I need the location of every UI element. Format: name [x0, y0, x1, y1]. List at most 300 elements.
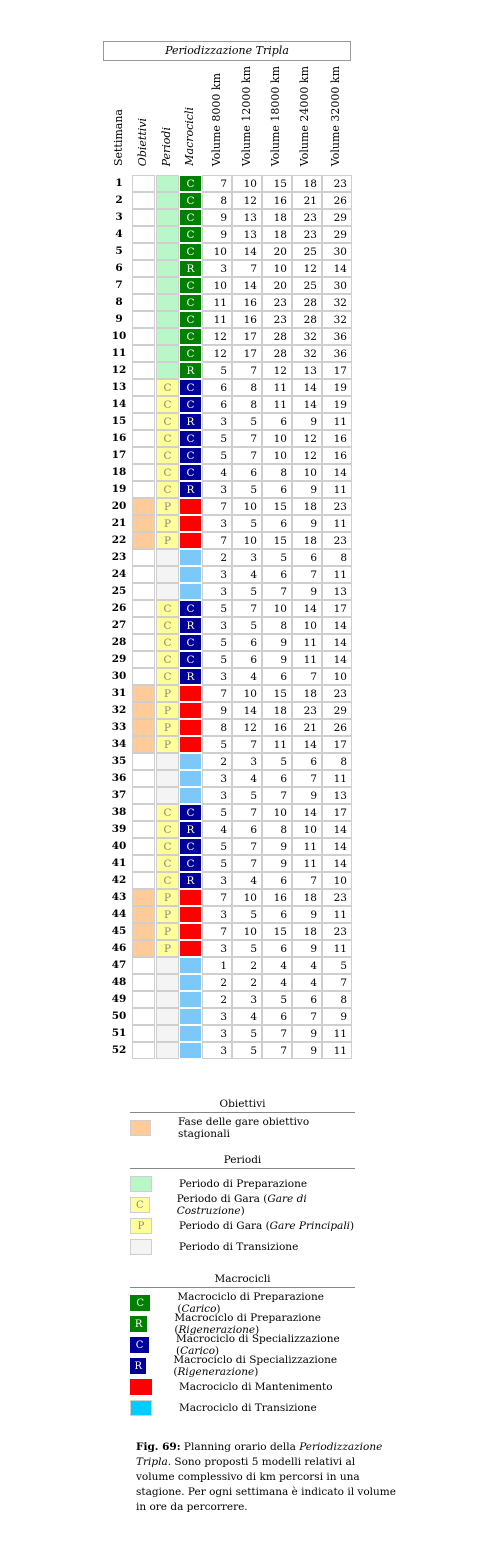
volume-cell: 3: [202, 906, 232, 923]
volume-cell: 7: [292, 770, 322, 787]
volume-cell: 3: [202, 260, 232, 277]
period-cell: [156, 549, 179, 566]
macrocycle-cell: [179, 566, 202, 583]
week-number: 16: [111, 432, 127, 444]
volume-cell: 8: [262, 821, 292, 838]
legend-label: [179, 1381, 333, 1393]
objective-cell: [132, 889, 155, 906]
volume-cell: 6: [292, 991, 322, 1008]
macrocycle-cell: [179, 736, 202, 753]
week-number: 1: [115, 177, 123, 189]
header-obiettivi: Obiettivi: [135, 117, 149, 166]
volume-cell: 28: [262, 345, 292, 362]
macrocycle-cell: [179, 498, 202, 515]
macrocycle-cell: C: [179, 855, 202, 872]
volume-cell: 3: [202, 1025, 232, 1042]
legend-text: Periodo di Transizione: [179, 1240, 299, 1253]
volume-cell: 10: [322, 872, 352, 889]
volume-cell: 5: [202, 736, 232, 753]
macrocycle-cell: R: [179, 362, 202, 379]
macrocycle-cell: [179, 583, 202, 600]
volume-cell: 7: [232, 600, 262, 617]
week-number: 22: [111, 534, 127, 546]
volume-cell: 14: [322, 651, 352, 668]
volume-cell: 13: [232, 226, 262, 243]
legend-text: Macrociclo di Preparazione (: [177, 1290, 324, 1315]
volume-cell: 25: [292, 243, 322, 260]
volume-cell: 14: [322, 838, 352, 855]
volume-cell: 11: [322, 1042, 352, 1059]
objective-cell: [132, 1025, 155, 1042]
volume-cell: 6: [262, 872, 292, 889]
week-number: 28: [111, 636, 127, 648]
volume-cell: 3: [202, 566, 232, 583]
legend-item: [130, 1355, 355, 1376]
legend-item: [130, 1194, 355, 1215]
period-cell: [156, 787, 179, 804]
volume-cell: 5: [202, 430, 232, 447]
legend-macrocicli-title: Macrocicli: [214, 1273, 271, 1285]
volume-cell: 13: [292, 362, 322, 379]
objective-cell: [132, 668, 155, 685]
period-cell: [156, 1042, 179, 1059]
macrocycle-cell: R: [179, 413, 202, 430]
volume-cell: 14: [232, 243, 262, 260]
volume-cell: 10: [262, 600, 292, 617]
objective-cell: [132, 260, 155, 277]
period-cell: [156, 192, 179, 209]
objective-cell: [132, 991, 155, 1008]
volume-cell: 36: [322, 328, 352, 345]
macrocycle-cell: [179, 770, 202, 787]
week-number: 43: [111, 891, 127, 903]
legend-obiettivi-title: Obiettivi: [219, 1098, 266, 1110]
macrocycle-cell: R: [179, 668, 202, 685]
volume-cell: 5: [202, 838, 232, 855]
volume-cell: 12: [232, 719, 262, 736]
volume-cell: 9: [292, 481, 322, 498]
volume-cell: 29: [322, 226, 352, 243]
period-cell: C: [156, 668, 179, 685]
legend-label: [173, 1354, 355, 1378]
objective-cell: [132, 447, 155, 464]
volume-cell: 19: [322, 396, 352, 413]
objective-cell: [132, 277, 155, 294]
volume-cell: 9: [292, 413, 322, 430]
volume-cell: 7: [232, 804, 262, 821]
volume-cell: 5: [232, 413, 262, 430]
period-cell: P: [156, 498, 179, 515]
week-number: 29: [111, 653, 127, 665]
legend-swatch: C: [130, 1197, 150, 1213]
volume-cell: 16: [262, 889, 292, 906]
macrocycle-cell: [179, 940, 202, 957]
legend-swatch: [130, 1400, 152, 1416]
objective-cell: [132, 226, 155, 243]
volume-cell: 28: [292, 311, 322, 328]
volume-cell: 32: [322, 311, 352, 328]
volume-cell: 8: [202, 192, 232, 209]
volume-cell: 5: [232, 617, 262, 634]
volume-cell: 8: [322, 753, 352, 770]
macrocycle-cell: [179, 1008, 202, 1025]
legend-label: [179, 1178, 307, 1190]
volume-cell: 18: [262, 226, 292, 243]
week-number: 25: [111, 585, 127, 597]
volume-cell: 11: [322, 566, 352, 583]
volume-cell: 4: [232, 566, 262, 583]
period-cell: P: [156, 736, 179, 753]
week-number: 52: [111, 1044, 127, 1056]
legend-italic: Carico: [181, 1302, 217, 1315]
volume-cell: 8: [232, 396, 262, 413]
volume-cell: 7: [202, 685, 232, 702]
legend-swatch: [130, 1120, 151, 1136]
volume-cell: 7: [202, 889, 232, 906]
volume-cell: 7: [202, 175, 232, 192]
volume-cell: 5: [262, 991, 292, 1008]
volume-cell: 3: [202, 617, 232, 634]
volume-cell: 9: [262, 838, 292, 855]
volume-cell: 36: [322, 345, 352, 362]
volume-cell: 4: [232, 1008, 262, 1025]
legend-swatch: [130, 1379, 152, 1395]
volume-cell: 7: [202, 498, 232, 515]
objective-cell: [132, 379, 155, 396]
legend-text-after: ): [255, 1323, 260, 1336]
volume-cell: 19: [322, 379, 352, 396]
macrocycle-cell: [179, 974, 202, 991]
period-cell: [156, 226, 179, 243]
volume-cell: 11: [202, 311, 232, 328]
table-title: Periodizzazione Tripla: [103, 41, 351, 61]
week-number: 32: [111, 704, 127, 716]
week-number: 47: [111, 959, 127, 971]
volume-cell: 7: [292, 668, 322, 685]
objective-cell: [132, 719, 155, 736]
volume-cell: 6: [202, 396, 232, 413]
macrocycle-cell: R: [179, 617, 202, 634]
volume-cell: 4: [292, 957, 322, 974]
legend-text: Periodo di Gara (: [176, 1192, 268, 1205]
week-number: 51: [111, 1027, 127, 1039]
volume-cell: 6: [262, 770, 292, 787]
volume-cell: 32: [292, 328, 322, 345]
objective-cell: [132, 617, 155, 634]
volume-cell: 10: [202, 243, 232, 260]
volume-cell: 9: [202, 209, 232, 226]
legend-periodi: [130, 1154, 355, 1257]
legend-text: Macrociclo di Mantenimento: [179, 1380, 333, 1393]
legend-text-after: ): [350, 1219, 355, 1232]
period-cell: P: [156, 940, 179, 957]
period-cell: P: [156, 532, 179, 549]
volume-cell: 10: [232, 532, 262, 549]
period-cell: P: [156, 702, 179, 719]
volume-cell: 10: [232, 685, 262, 702]
volume-cell: 9: [292, 515, 322, 532]
volume-cell: 32: [322, 294, 352, 311]
week-number: 33: [111, 721, 127, 733]
volume-cell: 3: [232, 753, 262, 770]
period-cell: C: [156, 413, 179, 430]
volume-cell: 11: [322, 906, 352, 923]
period-cell: P: [156, 906, 179, 923]
volume-cell: 23: [292, 226, 322, 243]
legend-item: [130, 1215, 355, 1236]
legend-swatch: C: [130, 1295, 150, 1311]
volume-cell: 7: [232, 447, 262, 464]
legend-item: [130, 1236, 355, 1257]
volume-cell: 11: [262, 736, 292, 753]
legend-label: [179, 1220, 354, 1232]
volume-cell: 8: [322, 991, 352, 1008]
week-number: 5: [115, 245, 123, 257]
macrocycle-cell: R: [179, 260, 202, 277]
week-number: 34: [111, 738, 127, 750]
volume-cell: 8: [262, 464, 292, 481]
macrocycle-cell: C: [179, 430, 202, 447]
objective-cell: [132, 362, 155, 379]
objective-cell: [132, 770, 155, 787]
volume-cell: 12: [292, 260, 322, 277]
week-number: 36: [111, 772, 127, 784]
objective-cell: [132, 175, 155, 192]
volume-cell: 7: [262, 1042, 292, 1059]
volume-cell: 16: [232, 311, 262, 328]
volume-cell: 6: [262, 413, 292, 430]
volume-cell: 5: [232, 1025, 262, 1042]
volume-cell: 23: [322, 889, 352, 906]
week-number: 30: [111, 670, 127, 682]
objective-cell: [132, 532, 155, 549]
volume-cell: 6: [262, 1008, 292, 1025]
period-cell: P: [156, 923, 179, 940]
volume-cell: 7: [232, 736, 262, 753]
objective-cell: [132, 430, 155, 447]
volume-cell: 6: [292, 753, 322, 770]
objective-cell: [132, 855, 155, 872]
volume-cell: 11: [262, 379, 292, 396]
volume-cell: 3: [232, 549, 262, 566]
volume-cell: 10: [232, 889, 262, 906]
period-cell: P: [156, 515, 179, 532]
volume-cell: 5: [262, 549, 292, 566]
macrocycle-cell: C: [179, 328, 202, 345]
macrocycle-cell: C: [179, 600, 202, 617]
volume-cell: 16: [322, 430, 352, 447]
volume-cell: 9: [292, 1025, 322, 1042]
objective-cell: [132, 736, 155, 753]
objective-cell: [132, 1042, 155, 1059]
volume-cell: 17: [322, 804, 352, 821]
period-cell: [156, 957, 179, 974]
period-cell: [156, 753, 179, 770]
volume-cell: 16: [262, 719, 292, 736]
legend-label: [177, 1193, 355, 1217]
week-number: 6: [115, 262, 123, 274]
period-cell: [156, 345, 179, 362]
volume-cell: 10: [292, 617, 322, 634]
volume-cell: 18: [262, 702, 292, 719]
volume-cell: 18: [292, 889, 322, 906]
period-cell: [156, 770, 179, 787]
objective-cell: [132, 821, 155, 838]
legend-italic: Gare Principali: [269, 1219, 351, 1232]
volume-cell: 12: [262, 362, 292, 379]
legend-item: [130, 1292, 355, 1313]
volume-cell: 28: [262, 328, 292, 345]
macrocycle-cell: C: [179, 447, 202, 464]
volume-cell: 7: [232, 260, 262, 277]
volume-cell: 4: [232, 872, 262, 889]
week-number: 13: [111, 381, 127, 393]
legend-swatch: P: [130, 1218, 152, 1234]
week-number: 50: [111, 1010, 127, 1022]
header-settimana: Settimana: [111, 108, 125, 166]
legend-swatch: C: [130, 1337, 149, 1353]
week-number: 18: [111, 466, 127, 478]
volume-cell: 7: [292, 872, 322, 889]
week-number: 37: [111, 789, 127, 801]
volume-cell: 15: [262, 685, 292, 702]
macrocycle-cell: C: [179, 345, 202, 362]
objective-cell: [132, 243, 155, 260]
week-number: 38: [111, 806, 127, 818]
volume-cell: 8: [322, 549, 352, 566]
macrocycle-cell: [179, 787, 202, 804]
volume-cell: 9: [292, 583, 322, 600]
header-macrocicli: Macrocicli: [182, 107, 196, 166]
volume-cell: 5: [232, 583, 262, 600]
legend-text-after: ): [215, 1344, 220, 1357]
volume-cell: 14: [232, 702, 262, 719]
volume-cell: 2: [202, 974, 232, 991]
volume-cell: 9: [262, 855, 292, 872]
period-cell: [156, 175, 179, 192]
volume-cell: 17: [232, 345, 262, 362]
legend-text: Periodo di Gara (: [179, 1219, 270, 1232]
macrocycle-cell: [179, 957, 202, 974]
volume-cell: 10: [262, 447, 292, 464]
caption-text-1: Planning orario della: [180, 1441, 300, 1453]
volume-cell: 6: [262, 566, 292, 583]
legend-text: Fase delle gare obiettivo stagionali: [177, 1115, 310, 1140]
caption-label: Fig. 69:: [136, 1441, 181, 1453]
volume-cell: 10: [232, 498, 262, 515]
week-number: 40: [111, 840, 127, 852]
period-cell: [156, 243, 179, 260]
volume-cell: 3: [232, 991, 262, 1008]
volume-cell: 12: [232, 192, 262, 209]
volume-cell: 9: [262, 651, 292, 668]
volume-cell: 14: [322, 260, 352, 277]
volume-cell: 6: [262, 515, 292, 532]
objective-cell: [132, 549, 155, 566]
week-number: 24: [111, 568, 127, 580]
volume-cell: 10: [232, 175, 262, 192]
legend-macrocicli: [130, 1273, 355, 1418]
period-cell: [156, 1025, 179, 1042]
volume-cell: 16: [232, 294, 262, 311]
objective-cell: [132, 753, 155, 770]
volume-cell: 28: [292, 294, 322, 311]
volume-cell: 9: [292, 787, 322, 804]
week-number: 48: [111, 976, 127, 988]
volume-cell: 7: [232, 855, 262, 872]
volume-cell: 18: [262, 209, 292, 226]
macrocycle-cell: [179, 532, 202, 549]
volume-cell: 14: [322, 821, 352, 838]
volume-cell: 11: [322, 515, 352, 532]
volume-cell: 2: [232, 957, 262, 974]
legend-obiettivi: [130, 1098, 355, 1138]
period-cell: [156, 294, 179, 311]
volume-cell: 14: [292, 804, 322, 821]
macrocycle-cell: C: [179, 209, 202, 226]
macrocycle-cell: [179, 906, 202, 923]
volume-cell: 15: [262, 175, 292, 192]
macrocycle-cell: [179, 923, 202, 940]
volume-cell: 5: [322, 957, 352, 974]
volume-cell: 11: [322, 413, 352, 430]
week-number: 23: [111, 551, 127, 563]
volume-cell: 5: [232, 1042, 262, 1059]
volume-cell: 7: [232, 838, 262, 855]
objective-cell: [132, 940, 155, 957]
volume-cell: 11: [262, 396, 292, 413]
volume-cell: 7: [292, 1008, 322, 1025]
volume-cell: 5: [202, 447, 232, 464]
volume-cell: 20: [262, 277, 292, 294]
volume-cell: 23: [292, 209, 322, 226]
volume-cell: 3: [202, 481, 232, 498]
legend: [130, 1098, 355, 1434]
period-cell: C: [156, 600, 179, 617]
volume-cell: 11: [322, 1025, 352, 1042]
volume-cell: 3: [202, 515, 232, 532]
volume-cell: 6: [232, 821, 262, 838]
macrocycle-cell: [179, 889, 202, 906]
period-cell: C: [156, 838, 179, 855]
volume-cell: 9: [202, 702, 232, 719]
volume-cell: 3: [202, 668, 232, 685]
volume-cell: 10: [262, 804, 292, 821]
volume-cell: 10: [292, 464, 322, 481]
volume-cell: 23: [322, 175, 352, 192]
objective-cell: [132, 464, 155, 481]
volume-cell: 21: [292, 192, 322, 209]
volume-cell: 32: [292, 345, 322, 362]
week-number: 31: [111, 687, 127, 699]
volume-cell: 15: [262, 923, 292, 940]
volume-cell: 9: [292, 1042, 322, 1059]
volume-cell: 2: [202, 991, 232, 1008]
volume-cell: 11: [322, 940, 352, 957]
objective-cell: [132, 583, 155, 600]
objective-cell: [132, 804, 155, 821]
legend-text: Macrociclo di Specializzazione (: [173, 1353, 338, 1378]
volume-cell: 23: [262, 311, 292, 328]
volume-cell: 6: [262, 906, 292, 923]
volume-cell: 10: [262, 260, 292, 277]
week-number: 8: [115, 296, 123, 308]
objective-cell: [132, 498, 155, 515]
legend-label: [179, 1402, 317, 1414]
macrocycle-cell: C: [179, 192, 202, 209]
header-volume-8000: Volume 8000 km: [209, 72, 223, 166]
volume-cell: 8: [202, 719, 232, 736]
